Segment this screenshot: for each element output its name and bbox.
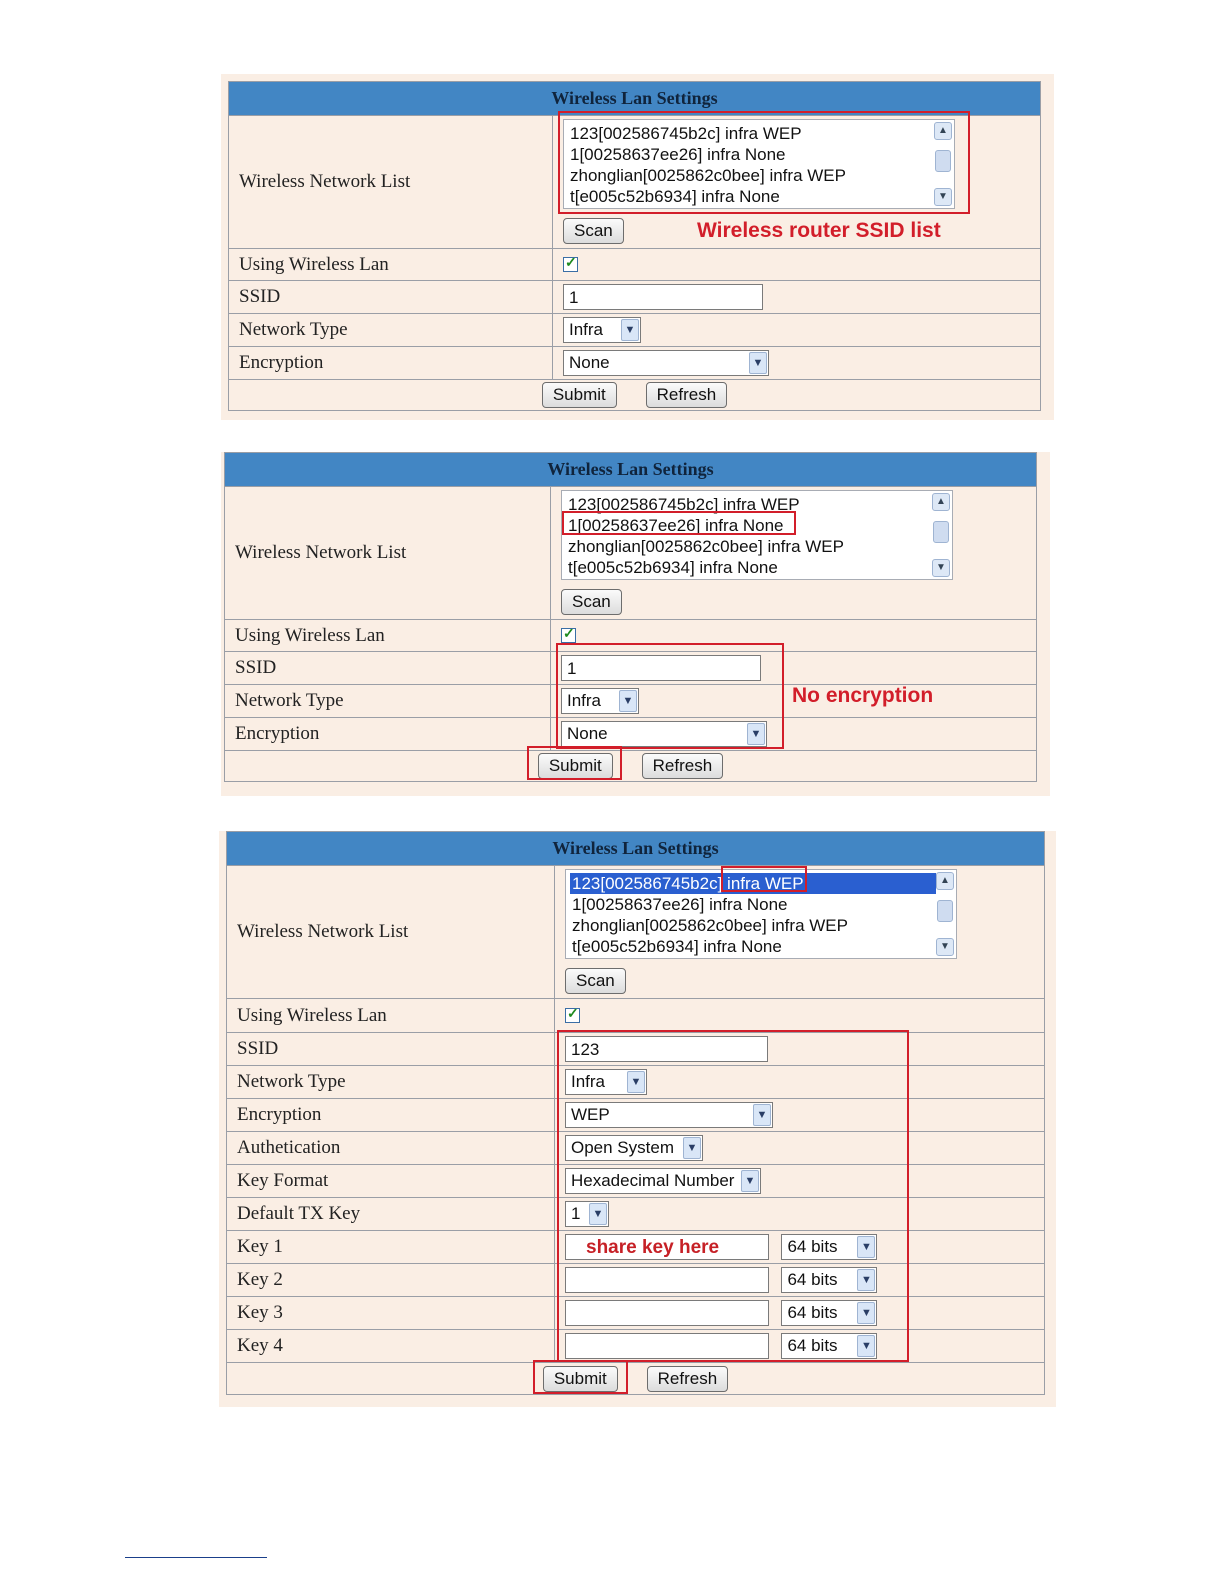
label-using-wlan: Using Wireless Lan xyxy=(229,249,553,281)
listbox-scrollbar[interactable] xyxy=(936,872,954,956)
ssid-item[interactable]: 123[002586745b2c] infra WEP xyxy=(568,495,800,514)
ssid-input[interactable]: 123 xyxy=(565,1036,768,1062)
highlight-ssid-list xyxy=(558,111,970,214)
refresh-button[interactable]: Refresh xyxy=(647,1366,729,1392)
ssid-item[interactable]: 123[002586745b2c] infra WEP xyxy=(570,124,802,143)
label-key2: Key 2 xyxy=(227,1264,555,1297)
label-key1: Key 1 xyxy=(227,1231,555,1264)
chevron-down-icon: ▼ xyxy=(627,1071,645,1093)
submit-button[interactable]: Submit xyxy=(538,753,613,779)
panel-title: Wireless Lan Settings xyxy=(227,832,1045,866)
using-wlan-checkbox[interactable] xyxy=(561,628,576,643)
label-key4: Key 4 xyxy=(227,1330,555,1363)
scroll-thumb[interactable] xyxy=(933,521,949,543)
label-network-type: Network Type xyxy=(227,1066,555,1099)
highlight-wep-settings xyxy=(557,1030,909,1362)
highlight-selected-ssid xyxy=(562,511,796,535)
chevron-down-icon: ▼ xyxy=(619,690,637,712)
listbox-scrollbar[interactable] xyxy=(932,493,950,577)
using-wlan-checkbox[interactable] xyxy=(563,257,578,272)
chevron-down-icon: ▼ xyxy=(749,352,767,374)
label-network-list: Wireless Network List xyxy=(225,487,551,620)
scroll-down-icon[interactable]: ▼ xyxy=(936,938,954,956)
scan-button[interactable]: Scan xyxy=(563,218,624,244)
chevron-down-icon: ▼ xyxy=(747,723,765,745)
label-ssid: SSID xyxy=(225,652,551,685)
chevron-down-icon: ▼ xyxy=(857,1269,875,1291)
label-network-type: Network Type xyxy=(229,314,553,347)
scan-button[interactable]: Scan xyxy=(561,589,622,615)
label-using-wlan: Using Wireless Lan xyxy=(225,620,551,652)
panel-title: Wireless Lan Settings xyxy=(229,82,1041,116)
select-value: WEP xyxy=(571,1105,610,1124)
label-encryption: Encryption xyxy=(225,718,551,751)
ssid-item[interactable]: t[e005c52b6934] infra None xyxy=(568,558,778,577)
scroll-down-icon[interactable]: ▼ xyxy=(934,188,952,206)
ssid-item[interactable]: 1[00258637ee26] infra None xyxy=(572,895,788,914)
ssid-input[interactable]: 1 xyxy=(563,284,763,310)
chevron-down-icon: ▼ xyxy=(589,1203,607,1225)
select-value: Infra xyxy=(571,1072,606,1091)
ssid-item[interactable]: zhonglian[0025862c0bee] infra WEP xyxy=(572,916,848,935)
submit-button[interactable]: Submit xyxy=(543,1366,618,1392)
label-encryption: Encryption xyxy=(229,347,553,380)
label-default-tx-key: Default TX Key xyxy=(227,1198,555,1231)
chevron-down-icon: ▼ xyxy=(741,1170,759,1192)
label-key-format: Key Format xyxy=(227,1165,555,1198)
select-value: Hexadecimal Number xyxy=(571,1171,735,1190)
annotation-ssid-list: Wireless router SSID list xyxy=(697,219,941,242)
select-value: Infra xyxy=(569,320,604,339)
scan-button[interactable]: Scan xyxy=(565,968,626,994)
scroll-thumb[interactable] xyxy=(937,900,953,922)
footnote-divider xyxy=(125,1557,267,1558)
scroll-up-icon[interactable]: ▲ xyxy=(932,493,950,511)
submit-button[interactable]: Submit xyxy=(542,382,617,408)
label-network-type: Network Type xyxy=(225,685,551,718)
label-encryption: Encryption xyxy=(227,1099,555,1132)
panel-title: Wireless Lan Settings xyxy=(225,453,1037,487)
scroll-up-icon[interactable]: ▲ xyxy=(934,122,952,140)
ssid-listbox[interactable] xyxy=(561,490,953,580)
select-value: 64 bits xyxy=(787,1336,838,1355)
select-value: None xyxy=(569,353,610,372)
highlight-infra-wep xyxy=(721,866,807,892)
ssid-item[interactable]: zhonglian[0025862c0bee] infra WEP xyxy=(568,537,844,556)
label-using-wlan: Using Wireless Lan xyxy=(227,999,555,1033)
ssid-item-mode: infra WEP xyxy=(727,874,804,893)
ssid-item[interactable]: t[e005c52b6934] infra None xyxy=(572,937,782,956)
ssid-input[interactable]: 1 xyxy=(561,655,761,681)
scroll-down-icon[interactable]: ▼ xyxy=(932,559,950,577)
chevron-down-icon: ▼ xyxy=(857,1335,875,1357)
highlight-settings xyxy=(556,643,784,749)
select-value: None xyxy=(567,724,608,743)
refresh-button[interactable]: Refresh xyxy=(642,753,724,779)
label-ssid: SSID xyxy=(227,1033,555,1066)
ssid-item[interactable]: 1[00258637ee26] infra None xyxy=(570,145,786,164)
ssid-item[interactable]: t[e005c52b6934] infra None xyxy=(570,187,780,206)
label-ssid: SSID xyxy=(229,281,553,314)
select-value: 64 bits xyxy=(787,1237,838,1256)
select-value: Infra xyxy=(567,691,602,710)
network-type-select[interactable] xyxy=(563,317,641,343)
ssid-item[interactable]: zhonglian[0025862c0bee] infra WEP xyxy=(570,166,846,185)
label-network-list: Wireless Network List xyxy=(227,866,555,999)
chevron-down-icon: ▼ xyxy=(753,1104,771,1126)
select-value: Open System xyxy=(571,1138,674,1157)
chevron-down-icon: ▼ xyxy=(621,319,639,341)
encryption-select[interactable] xyxy=(563,350,769,376)
highlight-submit xyxy=(527,746,622,780)
scroll-up-icon[interactable]: ▲ xyxy=(936,872,954,890)
using-wlan-checkbox[interactable] xyxy=(565,1008,580,1023)
label-key3: Key 3 xyxy=(227,1297,555,1330)
refresh-button[interactable]: Refresh xyxy=(646,382,728,408)
chevron-down-icon: ▼ xyxy=(857,1236,875,1258)
label-authentication: Authetication xyxy=(227,1132,555,1165)
label-network-list: Wireless Network List xyxy=(229,116,553,249)
highlight-submit xyxy=(533,1360,628,1394)
ssid-item-mac: 123[002586745b2c] xyxy=(572,874,723,893)
chevron-down-icon: ▼ xyxy=(857,1302,875,1324)
key1-hint: share key here xyxy=(586,1237,720,1258)
select-value: 64 bits xyxy=(787,1270,838,1289)
ssid-item[interactable]: 1[00258637ee26] infra None xyxy=(568,516,784,535)
chevron-down-icon: ▼ xyxy=(683,1137,701,1159)
annotation-no-encryption: No encryption xyxy=(792,684,934,707)
select-value: 1 xyxy=(571,1204,581,1223)
select-value: 64 bits xyxy=(787,1303,838,1322)
